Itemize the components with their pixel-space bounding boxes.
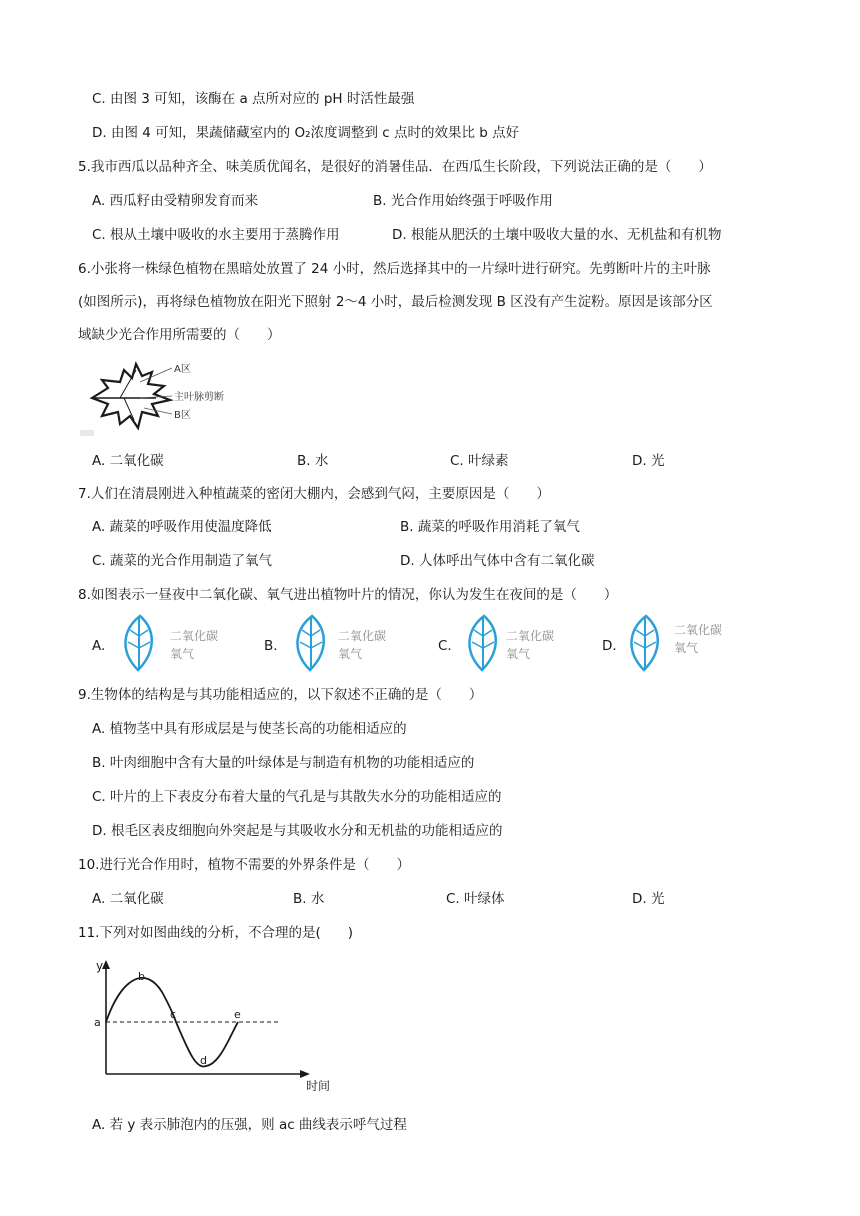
q5-option-a: A. 西瓜籽由受精卵发育而来	[92, 193, 259, 209]
label-o2: 氧气	[338, 647, 363, 661]
label-vein-cut: 主叶脉剪断	[174, 392, 224, 403]
q6-option-b: B. 水	[297, 453, 329, 469]
q8-option-d: D.	[602, 638, 617, 654]
q6-leaf-figure	[80, 358, 280, 438]
point-c-label: c	[170, 1008, 177, 1021]
q8-leaf-b-figure	[284, 614, 394, 674]
q10-option-c: C. 叶绿体	[446, 891, 505, 907]
x-axis-label: 时间	[306, 1079, 331, 1093]
q7-option-b: B. 蔬菜的呼吸作用消耗了氧气	[400, 519, 580, 535]
q7-option-c: C. 蔬菜的光合作用制造了氧气	[92, 553, 273, 569]
label-co2: 二氧化碳	[170, 629, 219, 643]
q6-stem-line3: 域缺少光合作用所需要的（ ）	[78, 327, 281, 343]
q7-stem: 7.人们在清晨刚进入种植蔬菜的密闭大棚内，会感到气闷，主要原因是（ ）	[78, 486, 550, 502]
q6-option-d: D. 光	[632, 453, 665, 469]
label-co2: 二氧化碳	[674, 623, 723, 637]
q9-stem: 9.生物体的结构是与其功能相适应的，以下叙述不正确的是（ ）	[78, 687, 483, 703]
q9-option-a: A. 植物茎中具有形成层是与使茎长高的功能相适应的	[92, 721, 407, 737]
q9-option-b: B. 叶肉细胞中含有大量的叶绿体是与制造有机物的功能相适应的	[92, 755, 475, 771]
label-o2: 氧气	[170, 647, 195, 661]
q8-leaf-c-figure	[456, 614, 566, 674]
q8-option-b: B.	[264, 638, 278, 654]
q5-option-b: B. 光合作用始终强于呼吸作用	[373, 193, 553, 209]
point-e-label: e	[234, 1008, 241, 1021]
q11-stem: 11.下列对如图曲线的分析，不合理的是( )	[78, 925, 354, 941]
q8-option-a: A.	[92, 638, 106, 654]
label-co2: 二氧化碳	[506, 629, 555, 643]
q4-option-c: C. 由图 3 可知，该酶在 a 点所对应的 pH 时活性最强	[92, 91, 415, 107]
q8-option-c: C.	[438, 638, 452, 654]
q6-stem-line2: (如图所示)，再将绿色植物放在阳光下照射 2～4 小时，最后检测发现 B 区没有产生淀粉。原因是该部分区	[78, 294, 713, 310]
q6-stem-line1: 6.小张将一株绿色植物在黑暗处放置了 24 小时，然后选择其中的一片绿叶进行研究。先剪断叶片的主叶脉	[78, 261, 711, 277]
q10-option-b: B. 水	[293, 891, 325, 907]
q4-option-d: D. 由图 4 可知，果蔬储藏室内的 O₂浓度调整到 c 点时的效果比 b 点好	[92, 125, 520, 141]
q5-option-d: D. 根能从肥沃的土壤中吸收大量的水、无机盐和有机物	[392, 227, 722, 243]
q5-option-c: C. 根从土壤中吸收的水主要用于蒸腾作用	[92, 227, 340, 243]
q9-option-c: C. 叶片的上下表皮分布着大量的气孔是与其散失水分的功能相适应的	[92, 789, 502, 805]
point-b-label: b	[138, 970, 145, 983]
q8-stem: 8.如图表示一昼夜中二氧化碳、氧气进出植物叶片的情况，你认为发生在夜间的是（ ）	[78, 587, 618, 603]
q11-option-a: A. 若 y 表示肺泡内的压强，则 ac 曲线表示呼气过程	[92, 1117, 407, 1133]
q10-option-a: A. 二氧化碳	[92, 891, 164, 907]
q7-option-a: A. 蔬菜的呼吸作用使温度降低	[92, 519, 272, 535]
q9-option-d: D. 根毛区表皮细胞向外突起是与其吸收水分和无机盐的功能相适应的	[92, 823, 503, 839]
q10-option-d: D. 光	[632, 891, 665, 907]
label-zone-b: B区	[174, 410, 191, 421]
q10-stem: 10.进行光合作用时，植物不需要的外界条件是（ ）	[78, 857, 410, 873]
y-axis-label: y	[96, 959, 104, 973]
point-a-label: a	[94, 1016, 101, 1029]
q6-option-c: C. 叶绿素	[450, 453, 509, 469]
q8-leaf-d-figure	[618, 614, 738, 674]
q11-curve-figure	[88, 956, 348, 1096]
q8-leaf-a-figure	[112, 614, 222, 674]
q7-option-d: D. 人体呼出气体中含有二氧化碳	[400, 553, 595, 569]
q6-option-a: A. 二氧化碳	[92, 453, 164, 469]
q5-stem: 5.我市西瓜以品种齐全、味美质优闻名，是很好的消暑佳品．在西瓜生长阶段，下列说法正确的是（ ）	[78, 159, 712, 175]
label-o2: 氧气	[506, 647, 531, 661]
label-co2: 二氧化碳	[338, 629, 387, 643]
label-o2: 氧气	[674, 641, 699, 655]
label-zone-a: A区	[174, 364, 191, 375]
point-d-label: d	[200, 1054, 207, 1067]
